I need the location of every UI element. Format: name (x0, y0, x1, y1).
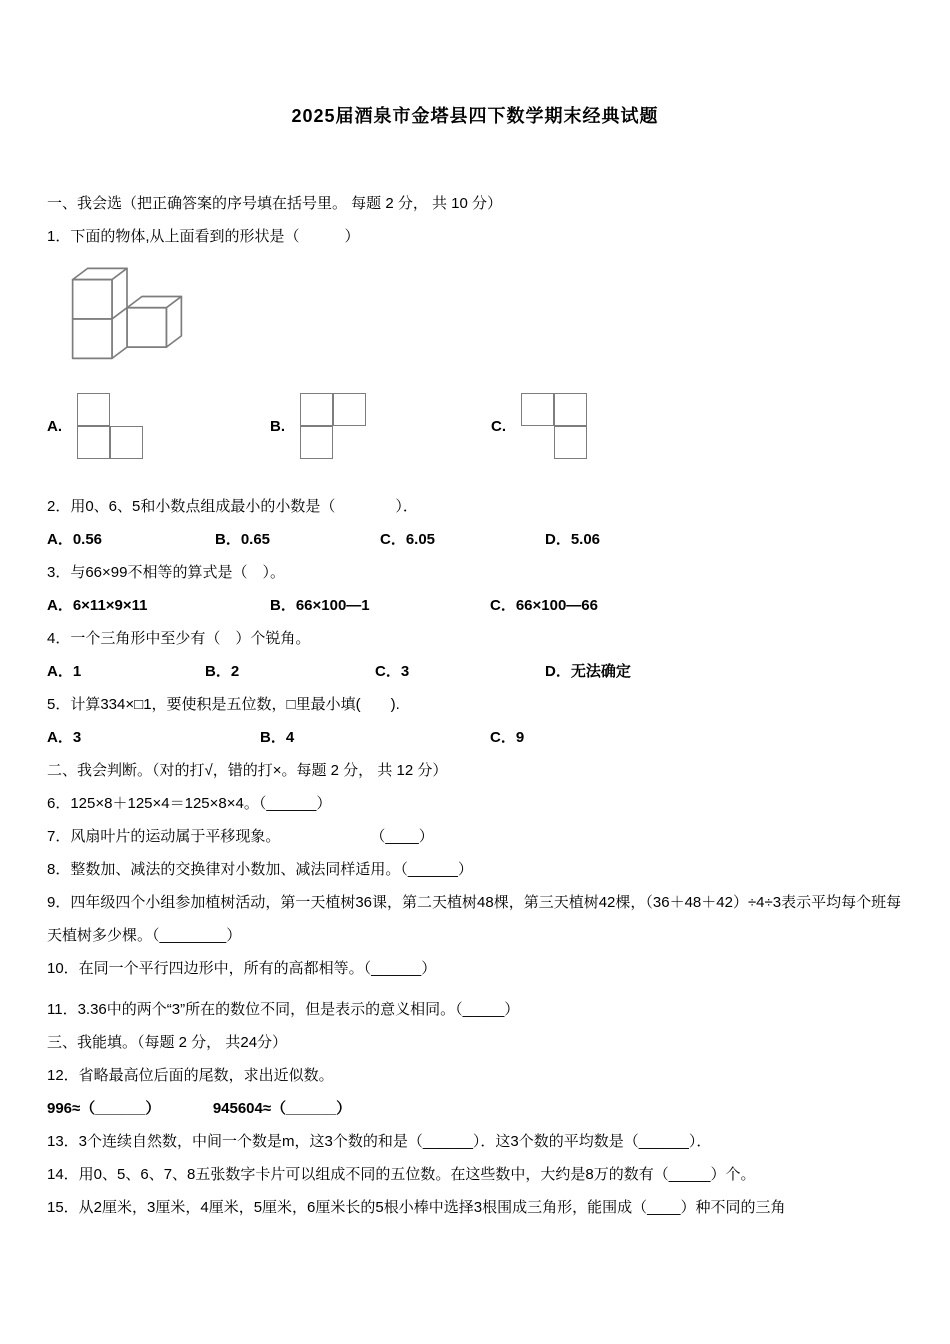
q1-option-c-label: C. (491, 417, 506, 435)
question-2-options (47, 523, 903, 556)
question-12-blanks: 996≈（______） 945604≈（______） (47, 1100, 352, 1117)
q1-option-a-label: A. (47, 417, 62, 435)
cube-3d-drawing (65, 259, 189, 364)
q3-option-b: B．66×100—1 (270, 597, 370, 614)
section3-heading: 三、我能填。（每题 2 分， 共24分） (47, 1034, 288, 1051)
shape-cell-empty (110, 393, 143, 426)
q2-option-b: B．0.65 (215, 531, 271, 548)
shape-cell-filled (521, 393, 554, 426)
shape-cell-filled (77, 393, 110, 426)
q1-option-b-label: B. (270, 417, 285, 435)
shape-cell-filled (554, 393, 587, 426)
question-10: 10．在同一个平行四边形中，所有的高都相等。（______） (47, 960, 437, 977)
shape-cell-filled (300, 393, 333, 426)
question-8: 8．整数加、减法的交换律对小数加、减法同样适用。（______） (47, 861, 473, 878)
shape-cell-filled (333, 393, 366, 426)
q2-option-d: D．5.06 (545, 531, 601, 548)
q1-option-c (491, 393, 587, 459)
shape-cell-filled (77, 426, 110, 459)
section2-heading: 二、我会判断。（对的打√，错的打×。每题 2 分， 共 12 分） (47, 762, 448, 779)
q4-option-d: D．无法确定 (545, 663, 631, 680)
q1-option-a-shape (77, 393, 143, 459)
question-5-options (47, 721, 903, 754)
shape-cell-empty (521, 426, 554, 459)
question-6: 6．125×8＋125×4＝125×8×4。（______） (47, 795, 332, 812)
q5-option-a: A．3 (47, 729, 82, 746)
section1-heading: 一、我会选（把正确答案的序号填在括号里。 每题 2 分， 共 10 分） (47, 195, 503, 212)
exam-content (0, 187, 950, 1224)
question-11: 11．3.36中的两个“3”所在的数位不同，但是表示的意义相同。（_____） (47, 1001, 520, 1018)
question-9: 9．四年级四个小组参加植树活动，第一天植树36课，第二天植树48棵，第三天植树42棵，（36＋48＋42）÷4÷3表示平均每个班每天植树多少棵。（________） (47, 894, 902, 944)
shape-cell-filled (554, 426, 587, 459)
q1-answer-shapes (47, 392, 903, 460)
q3-option-c: C．66×100—66 (490, 597, 598, 614)
q1-option-c-shape (521, 393, 587, 459)
q2-option-a: A．0.56 (47, 531, 103, 548)
q4-option-a: A．1 (47, 663, 82, 680)
q5-option-b: B．4 (260, 729, 295, 746)
question-13: 13．3个连续自然数，中间一个数是m，这3个数的和是（______）．这3个数的平均数是（______）． (47, 1133, 712, 1150)
q1-option-a (47, 393, 143, 459)
shape-cell-empty (333, 426, 366, 459)
q1-option-b-shape (300, 393, 366, 459)
question-4: 4．一个三角形中至少有（ ）个锐角。 (47, 630, 311, 647)
question-1: 1．下面的物体,从上面看到的形状是（ ） (47, 228, 360, 245)
question-15: 15．从2厘米，3厘米，4厘米，5厘米，6厘米长的5根小棒中选择3根围成三角形，能围成（____）种不同的三角 (47, 1199, 786, 1216)
q3-option-a: A．6×11×9×11 (47, 597, 148, 614)
q2-option-c: C．6.05 (380, 531, 436, 548)
question-5: 5．计算334×□1，要使积是五位数，□里最小填( ). (47, 696, 400, 713)
question-3: 3．与66×99不相等的算式是（ ）。 (47, 564, 285, 581)
question-4-options (47, 655, 903, 688)
question-12: 12．省略最高位后面的尾数，求出近似数。 (47, 1067, 334, 1084)
question-3-options (47, 589, 903, 622)
q4-option-c: C．3 (375, 663, 410, 680)
q4-option-b: B．2 (205, 663, 240, 680)
shape-cell-filled (300, 426, 333, 459)
shape-cell-filled (110, 426, 143, 459)
question-7: 7．风扇叶片的运动属于平移现象。 （____） (47, 828, 434, 845)
question-2: 2．用0、6、5和小数点组成最小的小数是（ ）． (47, 498, 418, 515)
cube-figure (65, 259, 903, 356)
q1-option-b (270, 393, 366, 459)
page-title: 2025届酒泉市金塔县四下数学期末经典试题 (291, 106, 659, 126)
question-14: 14．用0、5、6、7、8五张数字卡片可以组成不同的五位数。在这些数中，大约是8万的数有（_____）个。 (47, 1166, 756, 1183)
q5-option-c: C．9 (490, 729, 525, 746)
